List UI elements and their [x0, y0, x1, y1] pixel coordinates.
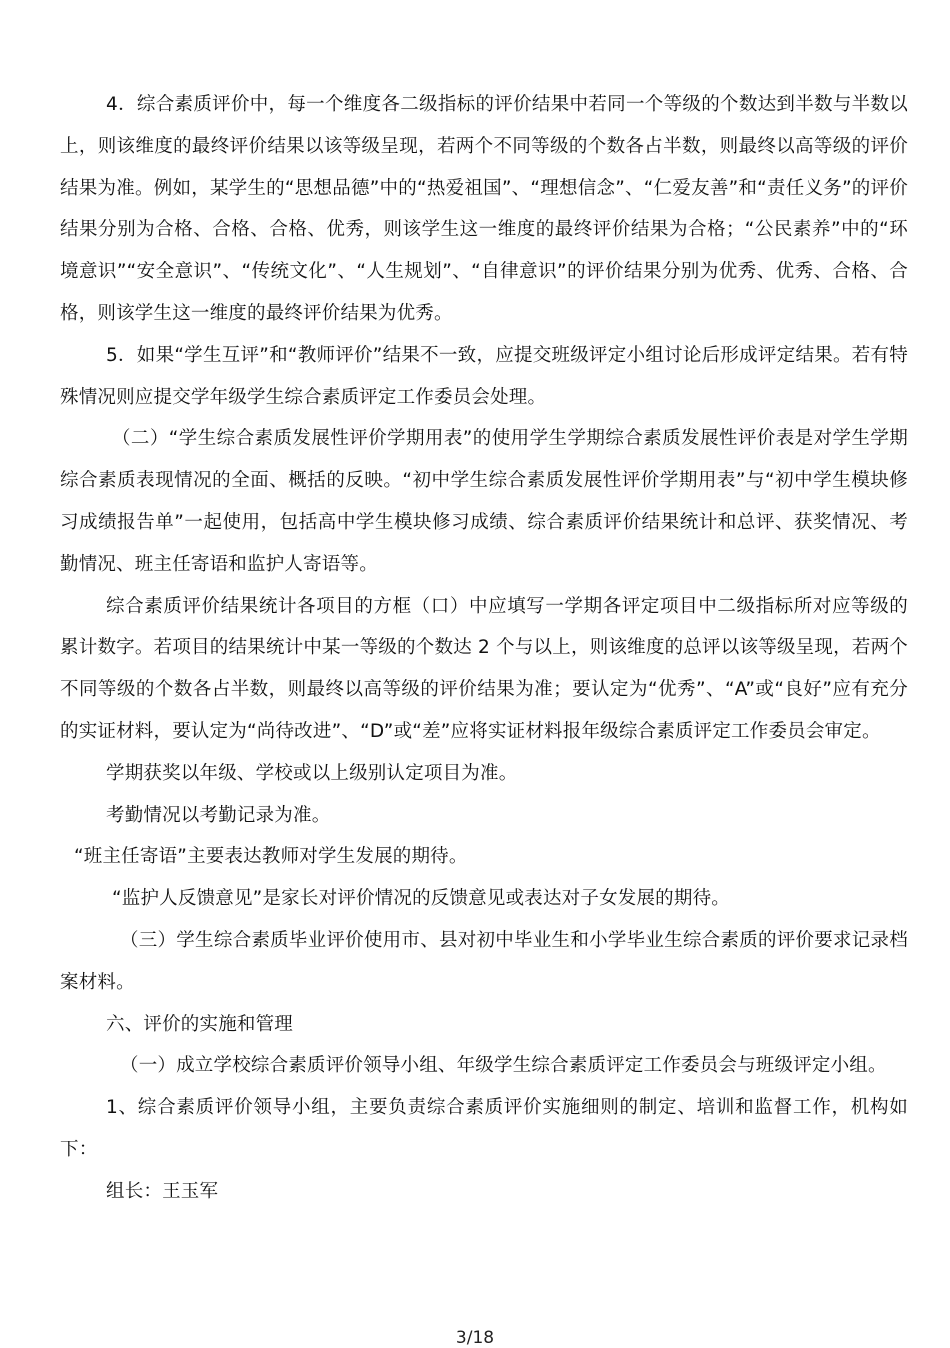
paragraph-5-inconsistent-results: 5．如果“学生互评”和“教师评价”结果不一致，应提交班级评定小组讨论后形成评定结果。若有特殊情况则应提交学年级学生综合素质评定工作委员会处理。 [60, 344, 908, 408]
paragraph-4-final-evaluation-rule: 4．综合素质评价中，每一个维度各二级指标的评价结果中若同一个等级的个数达到半数与半数以上，则该维度的最终评价结果以该等级呈现，若两个不同等级的个数各占半数，则最终以高等级的评价结果为准。例如，某学生的“思想品德”中的“热爱祖国”、“理想信念”、“仁爱友善”和“责任义务”的评价结果分别为合格、合格、合格、优秀，则该学生这一维度的最终评价结果为合格；“公民素养”中的“环境意识”“安全意识”、“传统文化”、“人生规划”、“自律意识”的评价结果分别为优秀、优秀、合格、合格，则该学生这一维度的最终评价结果为优秀。 [60, 94, 908, 324]
paragraph-section-2-semester-form: （二）“学生综合素质发展性评价学期用表”的使用学生学期综合素质发展性评价表是对学生学期综合素质表现情况的全面、概括的反映。“初中学生综合素质发展性评价学期用表”与“初中学生模块修习成绩报告单”一起使用，包括高中学生模块修习成绩、综合素质评价结果统计和总评、获奖情况、考勤情况、班主任寄语和监护人寄语等。 [60, 428, 908, 575]
document-body [60, 84, 908, 1213]
paragraph-group-leader: 组长：王玉军 [106, 1180, 219, 1202]
paragraph-section-1-committees: （一）成立学校综合素质评价领导小组、年级学生综合素质评定工作委员会与班级评定小组。 [120, 1055, 887, 1077]
paragraph-guardian-feedback: “监护人反馈意见”是家长对评价情况的反馈意见或表达对子女发展的期待。 [112, 888, 730, 910]
paragraph-teacher-message: “班主任寄语”主要表达教师对学生发展的期待。 [74, 846, 468, 868]
page-number: 3/18 [455, 1328, 495, 1348]
paragraph-result-statistics: 综合素质评价结果统计各项目的方框（口）中应填写一学期各评定项目中二级指标所对应等级的累计数字。若项目的结果统计中某一等级的个数达 2 个与以上，则该维度的总评以该等级呈现，若两个不同等级的个数各占半数，则最终以高等级的评价结果为准；要认定为“优秀”、“A”或“良好”应有充分的实证材料，要认定为“尚待改进”、“D”或“差”应将实证材料报年级综合素质评定工作委员会审定。 [60, 595, 908, 742]
section-heading-implementation: 六、评价的实施和管理 [106, 1013, 294, 1035]
paragraph-attendance: 考勤情况以考勤记录为准。 [106, 804, 331, 826]
paragraph-section-3-graduation: （三）学生综合素质毕业评价使用市、县对初中毕业生和小学毕业生综合素质的评价要求记录档案材料。 [60, 929, 908, 993]
paragraph-leadership-group: 1、综合素质评价领导小组，主要负责综合素质评价实施细则的制定、培训和监督工作，机构如下： [60, 1097, 908, 1160]
paragraph-awards: 学期获奖以年级、学校或以上级别认定项目为准。 [106, 762, 518, 784]
